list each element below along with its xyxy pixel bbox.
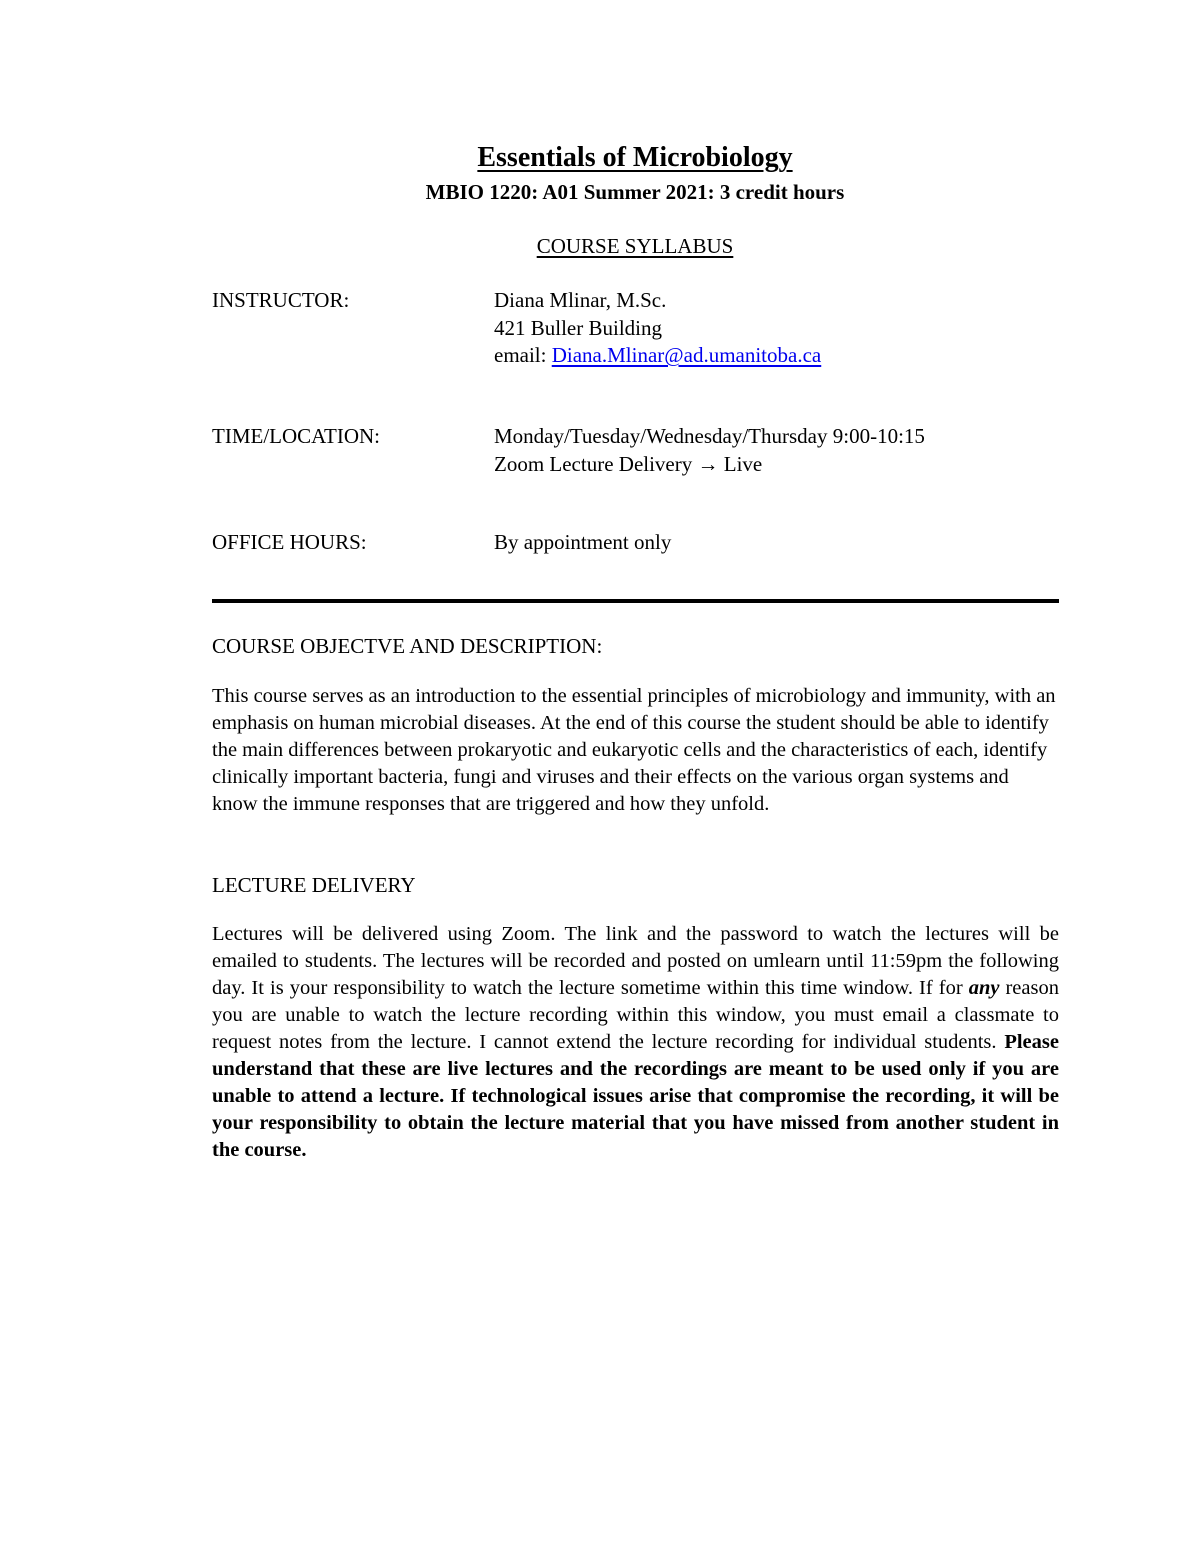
instructor-name: Diana Mlinar, M.Sc.	[494, 288, 667, 312]
course-objective-body: This course serves as an introduction to the essential principles of microbiology and immunity, with an emphasis on human microbial diseases. At the end of this course the student should be able to identify the main differences between prokaryotic and eukaryotic cells and the characteristics of each, identify clinically important bacteria, fungi and viruses and their effects on the various organ systems and know the immune responses that are triggered and how they unfold.	[212, 685, 1056, 815]
lecture-delivery-heading: LECTURE DELIVERY	[212, 873, 416, 897]
email-prefix: email:	[494, 343, 552, 367]
office-hours-value: By appointment only	[494, 530, 672, 554]
instructor-office: 421 Buller Building	[494, 316, 662, 340]
lecture-body-emphasis: any	[968, 977, 1000, 999]
course-objective-heading: COURSE OBJECTVE AND DESCRIPTION:	[212, 634, 603, 658]
document-title: Essentials of Microbiology	[477, 142, 793, 173]
lecture-body-bold-notice: Please understand that these are live lectures and the recordings are meant to be used only if you are unable to attend a lecture. If technological issues arise that compromise the recording, it will be your responsibility to obtain the lecture material that you have missed from another student in the course.	[212, 1031, 1059, 1161]
instructor-email-link[interactable]: Diana.Mlinar@ad.umanitoba.ca	[551, 343, 822, 367]
instructor-email-line	[494, 343, 821, 368]
lecture-body-part1: Lectures will be delivered using Zoom. The link and the password to watch the lectures will be emailed to students. The lectures will be recorded and posted on umlearn until 11:59pm the following day. It is your responsibility to watch the lecture sometime within this time window. If for	[212, 923, 1059, 999]
office-hours-label: OFFICE HOURS:	[212, 530, 367, 554]
syllabus-heading: COURSE SYLLABUS	[536, 234, 734, 258]
lecture-delivery-mode: Zoom Lecture Delivery → Live	[494, 452, 763, 476]
instructor-label: INSTRUCTOR:	[212, 288, 350, 312]
lecture-body-part2: reason you are unable to watch the lecture recording within this window, you must email a classmate to request notes from the lecture. I cannot extend the lecture recording for individual students.	[212, 977, 1059, 1053]
class-schedule: Monday/Tuesday/Wednesday/Thursday 9:00-10:15	[494, 424, 925, 448]
horizontal-rule	[212, 599, 1059, 603]
course-subtitle: MBIO 1220: A01 Summer 2021: 3 credit hours	[425, 180, 845, 204]
time-location-label: TIME/LOCATION:	[212, 424, 380, 448]
lecture-delivery-body	[212, 921, 1059, 1164]
